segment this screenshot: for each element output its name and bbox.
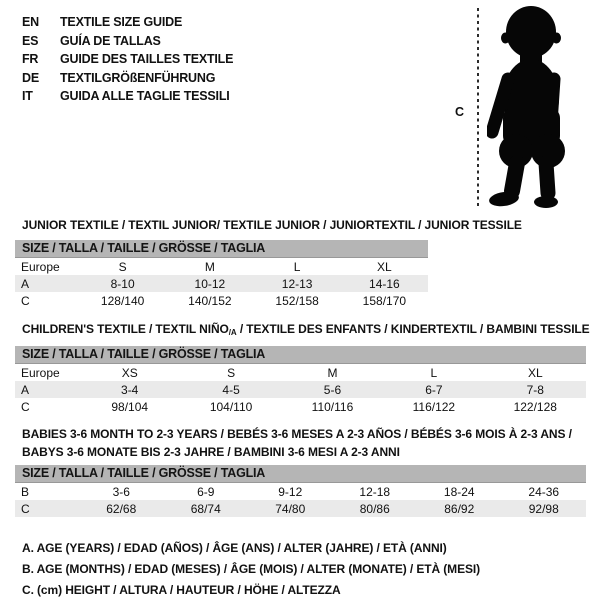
table-cell: 110/116	[311, 399, 354, 414]
table-cell: 6-9	[197, 484, 215, 499]
babies-title-line1: BABIES 3-6 MONTH TO 2-3 YEARS / BEBÉS 3-6 MESES A 2-3 AÑOS / BÉBÉS 3-6 MOIS À 2-3 ANS /	[22, 427, 572, 441]
row-label: C	[21, 293, 30, 308]
language-title: TEXTILGRÖßENFÜHRUNG	[60, 70, 216, 85]
row-label: C	[21, 399, 30, 414]
language-row-es	[22, 32, 233, 51]
height-measure-label: C	[455, 105, 465, 119]
language-title: GUIDA ALLE TAGLIE TESSILI	[60, 89, 230, 104]
table-cell: 140/152	[188, 293, 232, 308]
junior-size-table	[15, 240, 428, 309]
note-height-cm: C. (cm) HEIGHT / ALTURA / HAUTEUR / HÖHE / ALTEZZA	[22, 583, 341, 597]
table-row-height	[15, 292, 428, 309]
language-code: IT	[22, 89, 33, 104]
table-row-height	[15, 398, 586, 415]
note-age-years: A. AGE (YEARS) / EDAD (AÑOS) / ÂGE (ANS) / ALTER (JAHRE) / ETÀ (ANNI)	[22, 541, 447, 555]
table-cell: XL	[377, 259, 392, 274]
babies-section-title	[22, 426, 572, 461]
title-text: CHILDREN'S TEXTILE / TEXTIL NIÑO	[22, 322, 229, 336]
table-cell: 86/92	[444, 501, 475, 516]
table-cell: 5-6	[323, 382, 342, 397]
children-size-table	[15, 346, 586, 415]
table-cell: S	[118, 259, 127, 274]
table-cell: S	[227, 365, 236, 380]
title-text: / TEXTILE DES ENFANTS / KINDERTEXTIL / BAMBINI TESSILE	[236, 322, 590, 336]
table-cell: 74/80	[275, 501, 306, 516]
toddler-silhouette-image	[487, 5, 577, 209]
language-row-it	[22, 87, 233, 106]
table-row-age	[15, 381, 586, 398]
table-cell: 104/110	[209, 399, 253, 414]
height-measure-dotted-line	[477, 8, 479, 206]
table-cell: 80/86	[359, 501, 390, 516]
table-cell: 18-24	[443, 484, 475, 499]
table-cell: 122/128	[513, 399, 557, 414]
table-cell: 3-4	[121, 382, 139, 397]
row-label: A	[21, 382, 30, 397]
babies-title-line2: BABYS 3-6 MONATE BIS 2-3 JAHRE / BAMBINI 3-6 MESI A 2-3 ANNI	[22, 444, 400, 459]
note-age-months: B. AGE (MONTHS) / EDAD (MESES) / ÂGE (MOIS) / ALTER (MONATE) / ETÀ (MESI)	[22, 562, 481, 576]
table-cell: 158/170	[362, 293, 407, 308]
table-cell: XL	[527, 365, 543, 380]
table-cell: 4-5	[222, 382, 240, 397]
table-row-europe	[15, 258, 428, 275]
language-row-de	[22, 69, 233, 88]
row-label: A	[21, 276, 30, 291]
language-code: EN	[22, 15, 39, 30]
table-cell: 152/158	[275, 293, 319, 308]
table-cell: 10-12	[194, 276, 226, 291]
table-cell: 62/68	[106, 501, 137, 516]
language-row-fr	[22, 50, 233, 69]
legend-notes	[22, 538, 480, 601]
table-cell: 92/98	[528, 501, 559, 516]
language-row-en	[22, 13, 233, 32]
table-cell: 98/104	[111, 399, 149, 414]
language-title: GUIDE DES TAILLES TEXTILE	[60, 52, 234, 67]
table-cell: 128/140	[100, 293, 145, 308]
row-label: B	[21, 484, 30, 499]
table-row-europe	[15, 364, 586, 381]
language-title: TEXTILE SIZE GUIDE	[60, 15, 183, 30]
row-label: Europe	[21, 259, 60, 274]
table-row-height	[15, 500, 586, 517]
size-header-bar: SIZE / TALLA / TAILLE / GRÖSSE / TAGLIA	[15, 346, 586, 364]
table-cell: 14-16	[369, 276, 400, 291]
table-cell: 24-36	[528, 484, 560, 499]
language-title: GUÍA DE TALLAS	[60, 33, 161, 48]
table-cell: 116/122	[412, 399, 456, 414]
table-cell: M	[327, 365, 338, 380]
size-header-bar: SIZE / TALLA / TAILLE / GRÖSSE / TAGLIA	[15, 240, 428, 258]
children-section-title	[22, 322, 590, 337]
title-subscript: /A	[228, 328, 237, 337]
table-row-age	[15, 275, 428, 292]
table-row-age-months	[15, 483, 586, 500]
language-title-list	[22, 13, 233, 106]
language-code: DE	[22, 70, 39, 85]
language-code: FR	[22, 52, 39, 67]
table-cell: 9-12	[278, 484, 303, 499]
babies-size-table	[15, 465, 586, 517]
table-cell: L	[430, 365, 438, 380]
table-cell: 6-7	[425, 382, 443, 397]
table-cell: 12-13	[281, 276, 313, 291]
row-label: Europe	[21, 365, 60, 380]
table-cell: M	[204, 259, 215, 274]
table-cell: XS	[121, 365, 138, 380]
junior-section-title: JUNIOR TEXTILE / TEXTIL JUNIOR/ TEXTILE JUNIOR / JUNIORTEXTIL / JUNIOR TESSILE	[22, 218, 522, 232]
row-label: C	[21, 501, 30, 516]
table-cell: 12-18	[359, 484, 391, 499]
table-cell: 8-10	[110, 276, 135, 291]
table-cell: 3-6	[112, 484, 130, 499]
table-cell: 68/74	[190, 501, 221, 516]
language-code: ES	[22, 33, 39, 48]
table-cell: L	[293, 259, 301, 274]
table-cell: 7-8	[526, 382, 544, 397]
size-header-bar: SIZE / TALLA / TAILLE / GRÖSSE / TAGLIA	[15, 465, 586, 483]
